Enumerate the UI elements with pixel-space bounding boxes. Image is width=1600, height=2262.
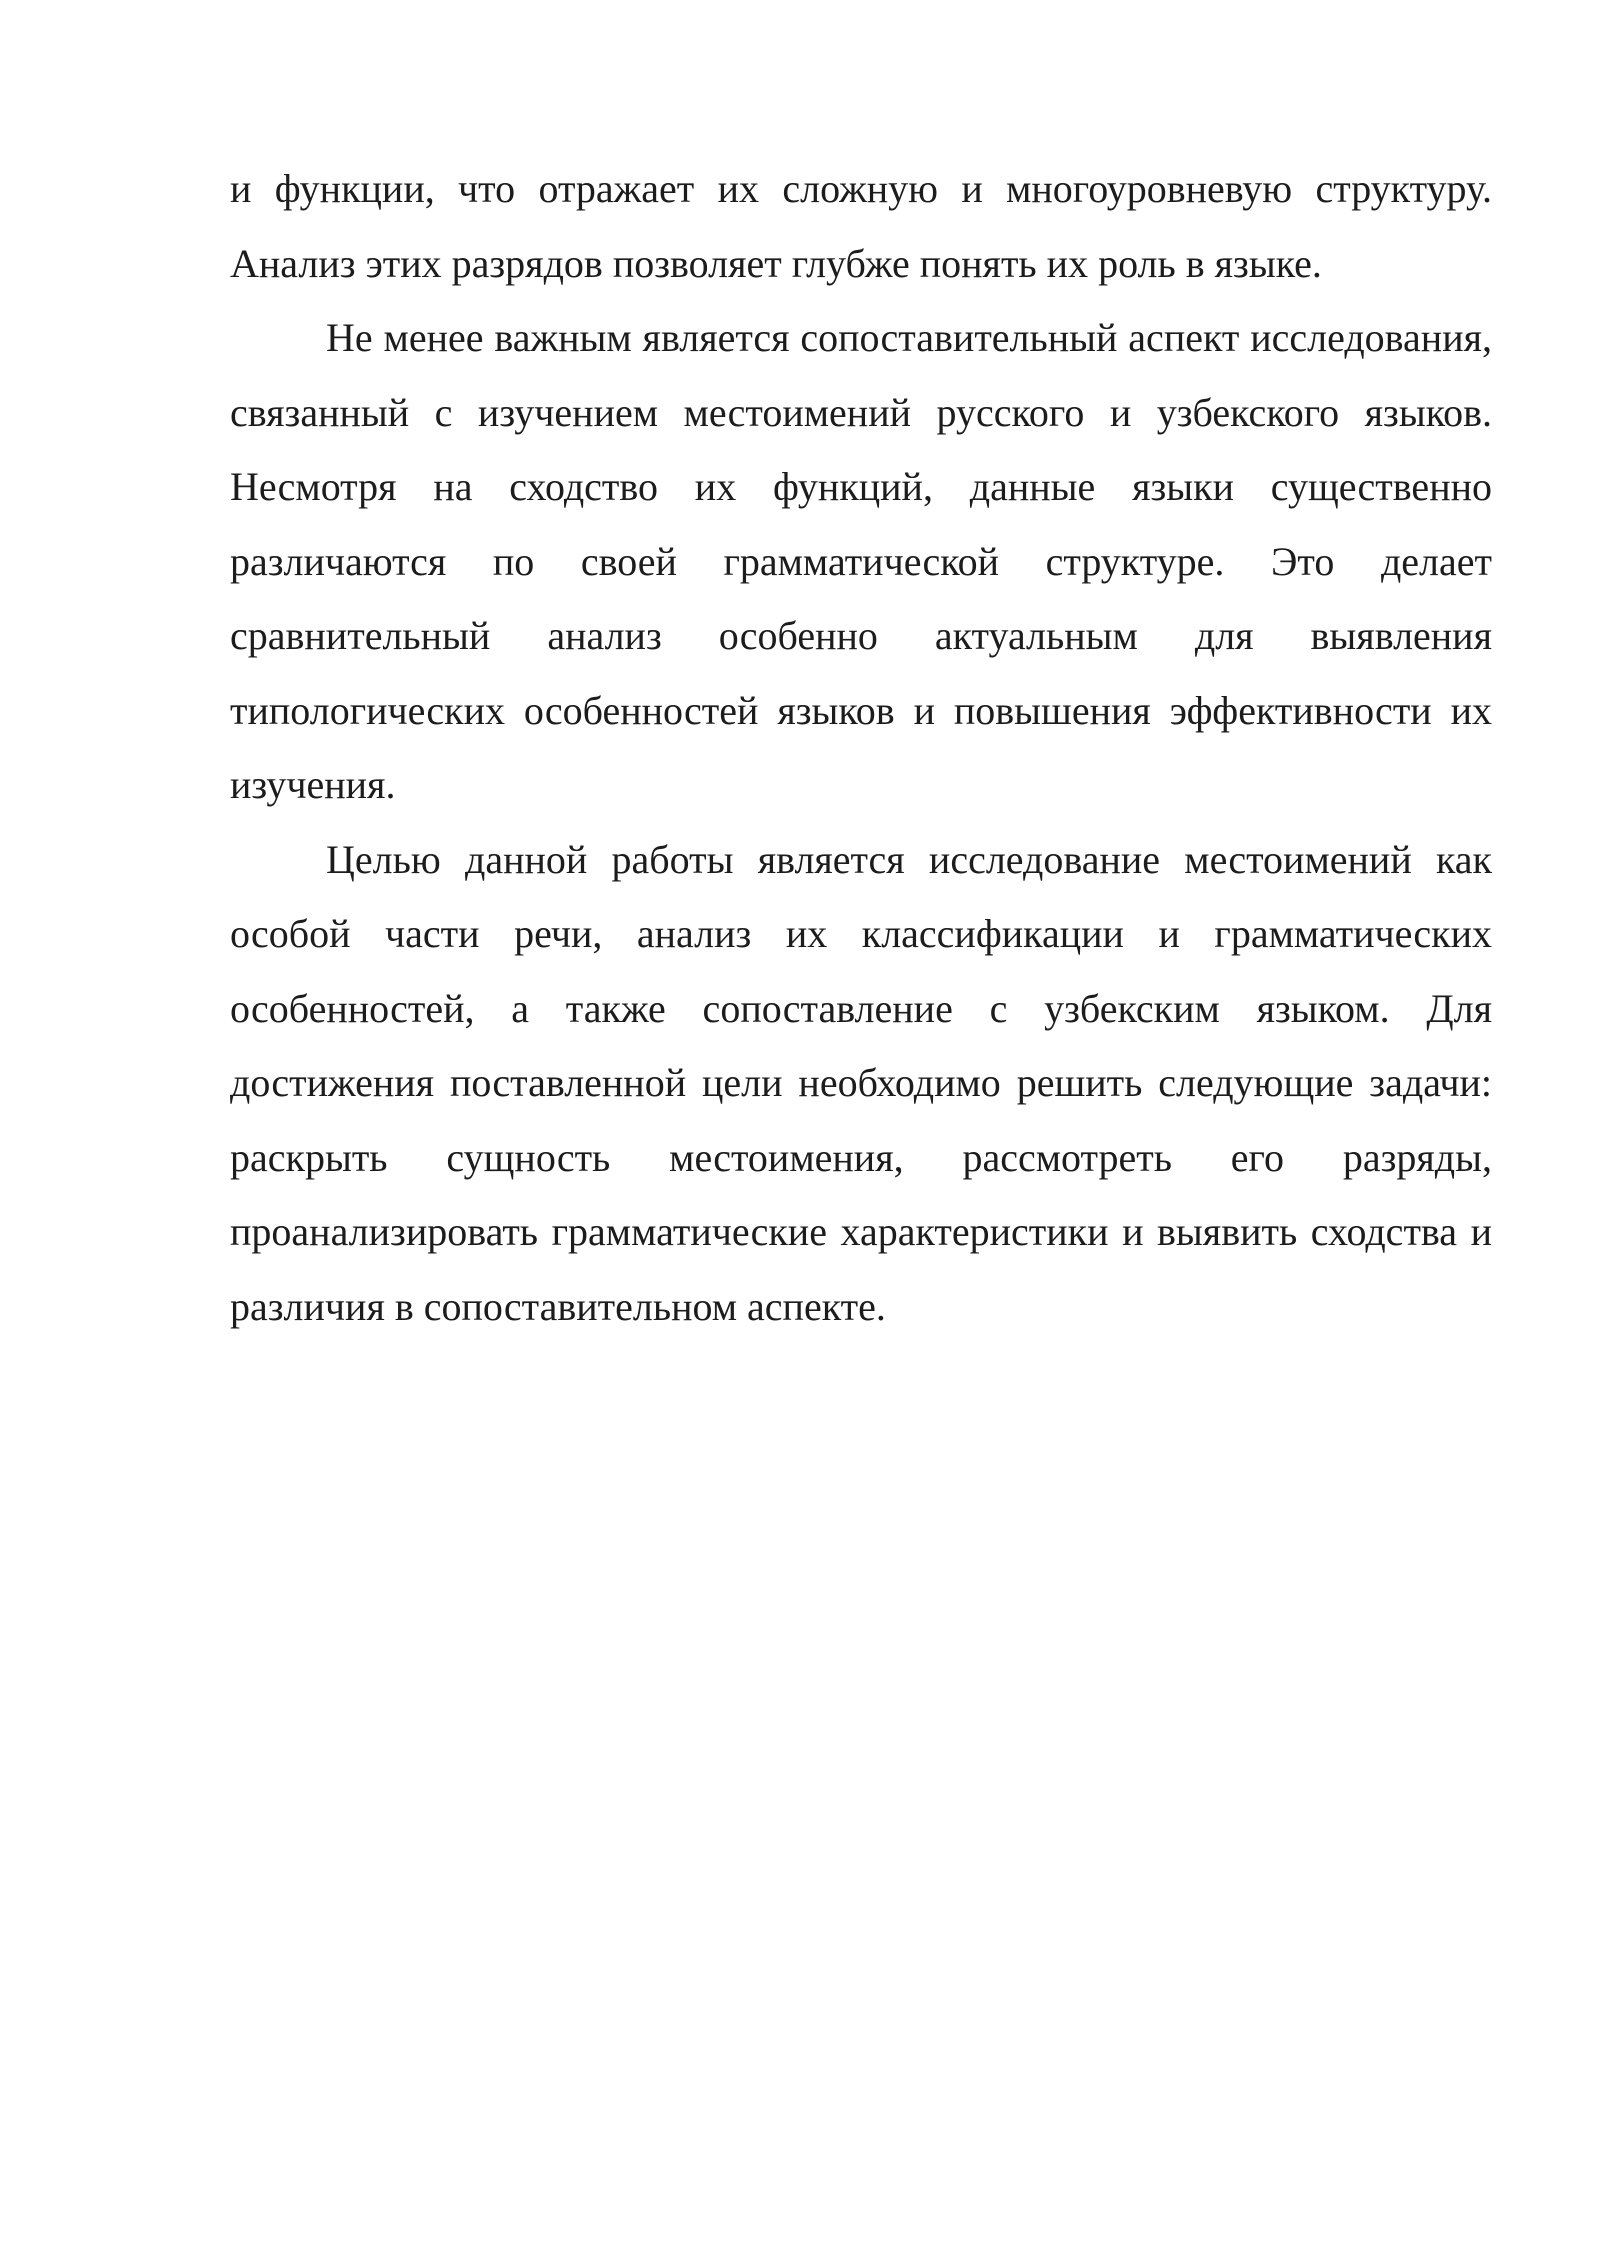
paragraph-1: и функции, что отражает их сложную и многоуровневую структуру. Анализ этих разрядов позволяет глубже понять их роль в языке. [230, 166, 1492, 286]
paragraph-3: Целью данной работы является исследование местоимений как особой части речи, анализ их классификации и грамматических особенностей, а также сопоставление с узбекским языком. Для достижения поставленной цели необходимо решить следующие задачи: раскрыть сущность местоимения, рассмотреть его разряды, проанализировать грамматические характеристики и выявить сходства и различия в сопоставительном аспекте. [230, 836, 1492, 1329]
document-body [230, 152, 1492, 1344]
paragraph-2: Не менее важным является сопоставительный аспект исследования, связанный с изучением местоимений русского и узбекского языков. Несмотря на сходство их функций, данные языки существенно различаются по своей грамматической структуре. Это делает сравнительный анализ особенно актуальным для выявления типологических особенностей языков и повышения эффективности их изучения. [230, 315, 1492, 807]
